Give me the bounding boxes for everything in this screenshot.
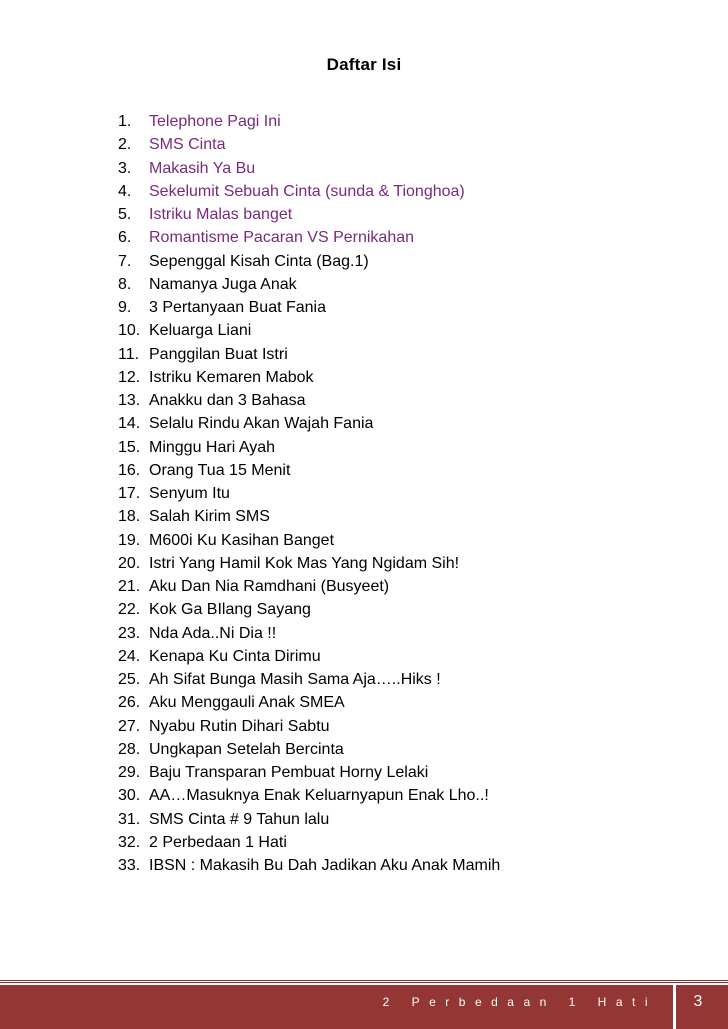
toc-entry bbox=[118, 552, 500, 575]
toc-entry-label: Nda Ada..Ni Dia !! bbox=[149, 624, 277, 642]
page-number: 3 bbox=[693, 993, 703, 1010]
toc-entry-label: IBSN : Makasih Bu Dah Jadikan Aku Anak Mamih bbox=[149, 857, 501, 874]
toc-entry bbox=[118, 715, 500, 738]
toc-entry-link[interactable]: SMS Cinta bbox=[149, 136, 226, 154]
toc-entry-number: 24. bbox=[118, 647, 141, 665]
toc-entry-number: 25. bbox=[118, 671, 141, 688]
toc-entry-number: 5. bbox=[118, 206, 132, 223]
toc-entry-link[interactable]: Makasih Ya Bu bbox=[149, 159, 256, 177]
toc-entry[interactable] bbox=[118, 157, 500, 180]
toc-entry-label: Panggilan Buat Istri bbox=[149, 345, 288, 363]
toc-entry-link[interactable]: Sekelumit Sebuah Cinta (sunda & Tionghoa) bbox=[149, 182, 465, 200]
toc-entry bbox=[118, 645, 500, 668]
toc-entry-label: SMS Cinta # 9 Tahun lalu bbox=[149, 810, 330, 828]
toc-entry-number: 22. bbox=[118, 601, 141, 619]
toc-entry-number: 17. bbox=[118, 485, 141, 502]
toc-entry bbox=[118, 761, 500, 784]
toc-entry-number: 19. bbox=[118, 531, 141, 549]
toc-entry-number: 23. bbox=[118, 624, 141, 642]
toc-entry bbox=[118, 296, 500, 319]
toc-entry bbox=[118, 668, 500, 691]
footer-divider bbox=[0, 980, 728, 981]
toc-entry bbox=[118, 854, 500, 877]
toc-entry bbox=[118, 598, 500, 621]
toc-entry-label: Minggu Hari Ayah bbox=[149, 438, 275, 456]
toc-entry bbox=[118, 366, 500, 389]
toc-entry-number: 11. bbox=[118, 345, 140, 363]
toc-entry-label: Kenapa Ku Cinta Dirimu bbox=[149, 647, 321, 665]
toc-entry-label: Istriku Kemaren Mabok bbox=[149, 368, 314, 386]
toc-entry-label: Aku Dan Nia Ramdhani (Busyeet) bbox=[149, 578, 390, 595]
toc-entry-label: 3 Pertanyaan Buat Fania bbox=[149, 299, 327, 316]
toc-entry-number: 26. bbox=[118, 694, 141, 712]
toc-entry bbox=[118, 505, 500, 528]
toc-entry-label: 2 Perbedaan 1 Hati bbox=[149, 833, 287, 851]
toc-entry-number: 21. bbox=[118, 578, 141, 595]
toc-entry-label: Keluarga Liani bbox=[149, 322, 252, 340]
toc-entry-number: 20. bbox=[118, 554, 141, 572]
toc-entry-link[interactable]: Romantisme Pacaran VS Pernikahan bbox=[149, 229, 415, 247]
toc-entry-number: 3. bbox=[118, 159, 132, 177]
toc-entry bbox=[118, 808, 500, 831]
toc-entry bbox=[118, 459, 500, 482]
table-of-contents bbox=[118, 110, 500, 877]
toc-entry-label: Sepenggal Kisah Cinta (Bag.1) bbox=[149, 252, 369, 270]
toc-entry[interactable] bbox=[118, 180, 500, 203]
toc-entry-number: 2. bbox=[118, 136, 132, 154]
toc-entry-label: Baju Transparan Pembuat Horny Lelaki bbox=[149, 764, 429, 781]
toc-entry bbox=[118, 412, 500, 435]
toc-entry-number: 15. bbox=[118, 438, 141, 456]
toc-entry-number: 4. bbox=[118, 182, 132, 200]
toc-entry-number: 14. bbox=[118, 415, 141, 433]
toc-entry-number: 6. bbox=[118, 229, 132, 247]
toc-entry bbox=[118, 738, 500, 761]
toc-entry-number: 12. bbox=[118, 368, 141, 386]
toc-entry-label: Selalu Rindu Akan Wajah Fania bbox=[149, 415, 374, 433]
toc-entry bbox=[118, 784, 500, 807]
toc-entry-number: 13. bbox=[118, 392, 141, 409]
toc-entry-number: 31. bbox=[118, 810, 141, 828]
toc-entry[interactable] bbox=[118, 110, 500, 133]
toc-entry[interactable] bbox=[118, 226, 500, 249]
toc-entry-number: 8. bbox=[118, 275, 132, 293]
toc-entry-number: 29. bbox=[118, 764, 141, 781]
toc-entry-number: 9. bbox=[118, 299, 132, 316]
toc-entry bbox=[118, 529, 500, 552]
page-title: Daftar Isi bbox=[326, 55, 402, 74]
toc-entry bbox=[118, 343, 500, 366]
footer-divider-secondary bbox=[0, 982, 728, 983]
toc-entry bbox=[118, 389, 500, 412]
toc-entry[interactable] bbox=[118, 203, 500, 226]
toc-entry-label: Anakku dan 3 Bahasa bbox=[149, 392, 306, 409]
toc-entry bbox=[118, 831, 500, 854]
toc-entry bbox=[118, 622, 500, 645]
toc-entry-label: Istri Yang Hamil Kok Mas Yang Ngidam Sih! bbox=[149, 554, 460, 572]
toc-entry-number: 10. bbox=[118, 322, 141, 340]
toc-entry-label: M600i Ku Kasihan Banget bbox=[149, 531, 335, 549]
toc-entry-label: Salah Kirim SMS bbox=[149, 508, 270, 526]
toc-entry-number: 28. bbox=[118, 740, 141, 758]
toc-entry-number: 7. bbox=[118, 252, 132, 270]
toc-entry-number: 33. bbox=[118, 857, 141, 874]
toc-entry-label: Nyabu Rutin Dihari Sabtu bbox=[149, 717, 330, 735]
toc-entry[interactable] bbox=[118, 133, 500, 156]
toc-entry-number: 32. bbox=[118, 833, 141, 851]
toc-entry bbox=[118, 436, 500, 459]
toc-entry-label: Aku Menggauli Anak SMEA bbox=[149, 694, 345, 712]
toc-entry-label: Senyum Itu bbox=[149, 485, 230, 502]
toc-entry-label: Ungkapan Setelah Bercinta bbox=[149, 740, 344, 758]
toc-entry-number: 1. bbox=[118, 113, 132, 130]
toc-entry-link[interactable]: Telephone Pagi Ini bbox=[149, 113, 281, 130]
toc-entry bbox=[118, 575, 500, 598]
toc-entry-number: 16. bbox=[118, 461, 141, 479]
toc-entry-number: 18. bbox=[118, 508, 141, 526]
toc-entry-number: 27. bbox=[118, 717, 141, 735]
toc-entry-label: Namanya Juga Anak bbox=[149, 275, 297, 293]
toc-entry-link[interactable]: Istriku Malas banget bbox=[149, 206, 293, 223]
toc-entry bbox=[118, 250, 500, 273]
footer-book-title: 2 Perbedaan 1 Hati bbox=[382, 995, 657, 1009]
toc-entry-label: AA…Masuknya Enak Keluarnyapun Enak Lho..! bbox=[149, 787, 489, 805]
toc-entry-number: 30. bbox=[118, 787, 141, 805]
toc-entry bbox=[118, 691, 500, 714]
toc-entry bbox=[118, 273, 500, 296]
toc-entry-label: Orang Tua 15 Menit bbox=[149, 461, 291, 479]
toc-entry bbox=[118, 482, 500, 505]
toc-entry-label: Kok Ga BIlang Sayang bbox=[149, 601, 311, 619]
toc-entry-label: Ah Sifat Bunga Masih Sama Aja…..Hiks ! bbox=[149, 671, 441, 688]
toc-entry bbox=[118, 319, 500, 342]
